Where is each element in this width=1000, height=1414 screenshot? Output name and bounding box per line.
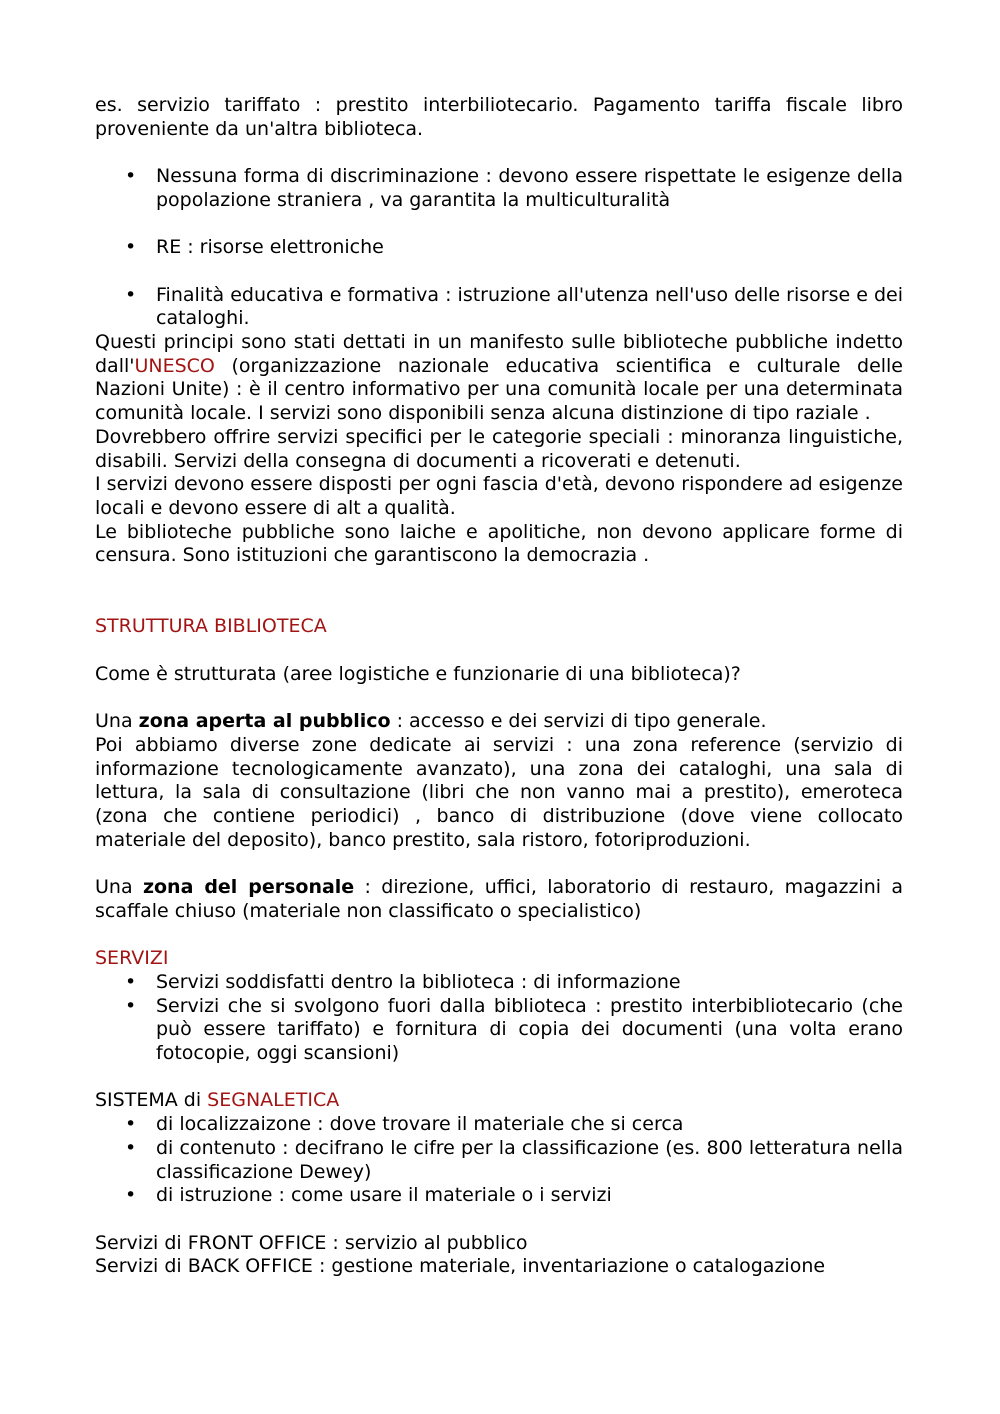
paragraph-zone-servizi: Poi abbiamo diverse zone dedicate ai servizi : una zona reference (servizio di informazione tecnologicamente avanzato), una zona dei cataloghi, una sala di lettura, la sala di consultazione (libri che non vanno mai a prestito), emeroteca (zona che contiene periodici) , banco di distribuzione (dove viene collocato materiale del deposito), banco prestito, sala ristoro, fotoriproduzioni. <box>95 733 903 851</box>
paragraph-zona-personale: Una zona del personale : direzione, uffici, laboratorio di restauro, magazzini a scaffale chiuso (materiale non classificato o specialistico) <box>95 876 903 922</box>
paragraph-tariffato: es. servizio tariffato : prestito interbiliotecario. Pagamento tariffa fiscale libro proveniente da un'altra biblioteca. <box>95 94 903 140</box>
list-item: • Servizi soddisfatti dentro la biblioteca : di informazione <box>125 970 681 993</box>
bullet-icon: • <box>125 283 137 306</box>
list-item: • RE : risorse elettroniche <box>125 236 384 259</box>
heading-struttura-biblioteca: STRUTTURA BIBLIOTECA <box>95 615 327 638</box>
paragraph-servizi-specifici: Dovrebbero offrire servizi specifici per le categorie speciali : minoranza linguistiche, disabili. Servizi della consegna di documenti a ricoverati e detenuti. <box>95 425 903 472</box>
paragraph-zona-pubblico: Una zona aperta al pubblico : accesso e dei servizi di tipo generale. <box>95 710 767 733</box>
bullet-icon: • <box>125 1113 137 1136</box>
list-item: • di contenuto : decifrano le cifre per la classificazione (es. 800 letteratura nella classificazione Dewey) <box>125 1136 903 1183</box>
bullet-icon: • <box>125 994 137 1017</box>
list-item: • Finalità educativa e formativa : istruzione all'utenza nell'uso delle risorse e dei cataloghi. <box>125 283 903 330</box>
paragraph-front-office: Servizi di FRONT OFFICE : servizio al pubblico <box>95 1231 528 1254</box>
bullet-list-servizi <box>95 971 903 1066</box>
document-page <box>95 94 903 1279</box>
paragraph-back-office: Servizi di BACK OFFICE : gestione materiale, inventariazione o catalogazione <box>95 1255 826 1278</box>
paragraph-unesco: Questi principi sono stati dettati in un manifesto sulle biblioteche pubbliche indetto dall'UNESCO (organizzazione nazionale educativa scientifica e culturale delle Nazioni Unite) : è il centro informativo per una comunità locale per una determinata comunità locale. I servizi sono disponibili senza alcuna distinzione di tipo raziale . <box>95 330 903 425</box>
bullet-list-principles <box>95 165 903 331</box>
heading-servizi: SERVIZI <box>95 947 169 970</box>
bullet-icon: • <box>125 165 137 188</box>
paragraph-laiche: Le biblioteche pubbliche sono laiche e apolitiche, non devono applicare forme di censura. Sono istituzioni che garantiscono la democrazia . <box>95 520 903 567</box>
paragraph-fascia-eta: I servizi devono essere disposti per ogni fascia d'età, devono rispondere ad esigenze locali e devono essere di alt a qualità. <box>95 473 903 519</box>
bullet-icon: • <box>125 1136 137 1159</box>
bullet-icon: • <box>125 1184 137 1207</box>
bullet-icon: • <box>125 970 137 993</box>
list-item: • Servizi che si svolgono fuori dalla biblioteca : prestito interbibliotecario (che può essere tariffato) e fornitura di copia dei documenti (una volta erano fotocopie, oggi scansioni) <box>125 994 903 1064</box>
bullet-list-segnaletica <box>95 1113 903 1208</box>
bullet-icon: • <box>125 236 137 259</box>
list-item: • di istruzione : come usare il materiale o i servizi <box>125 1184 612 1207</box>
list-item: • Nessuna forma di discriminazione : devono essere rispettate le esigenze della popolazione straniera , va garantita la multiculturalità <box>125 165 903 211</box>
unesco-link: UNESCO <box>134 354 215 377</box>
paragraph-struttura-question: Come è strutturata (aree logistiche e funzionarie di una biblioteca)? <box>95 662 741 685</box>
list-item: • di localizzaizone : dove trovare il materiale che si cerca <box>125 1113 684 1136</box>
heading-sistema-segnaletica: SISTEMA di SEGNALETICA <box>95 1089 340 1112</box>
